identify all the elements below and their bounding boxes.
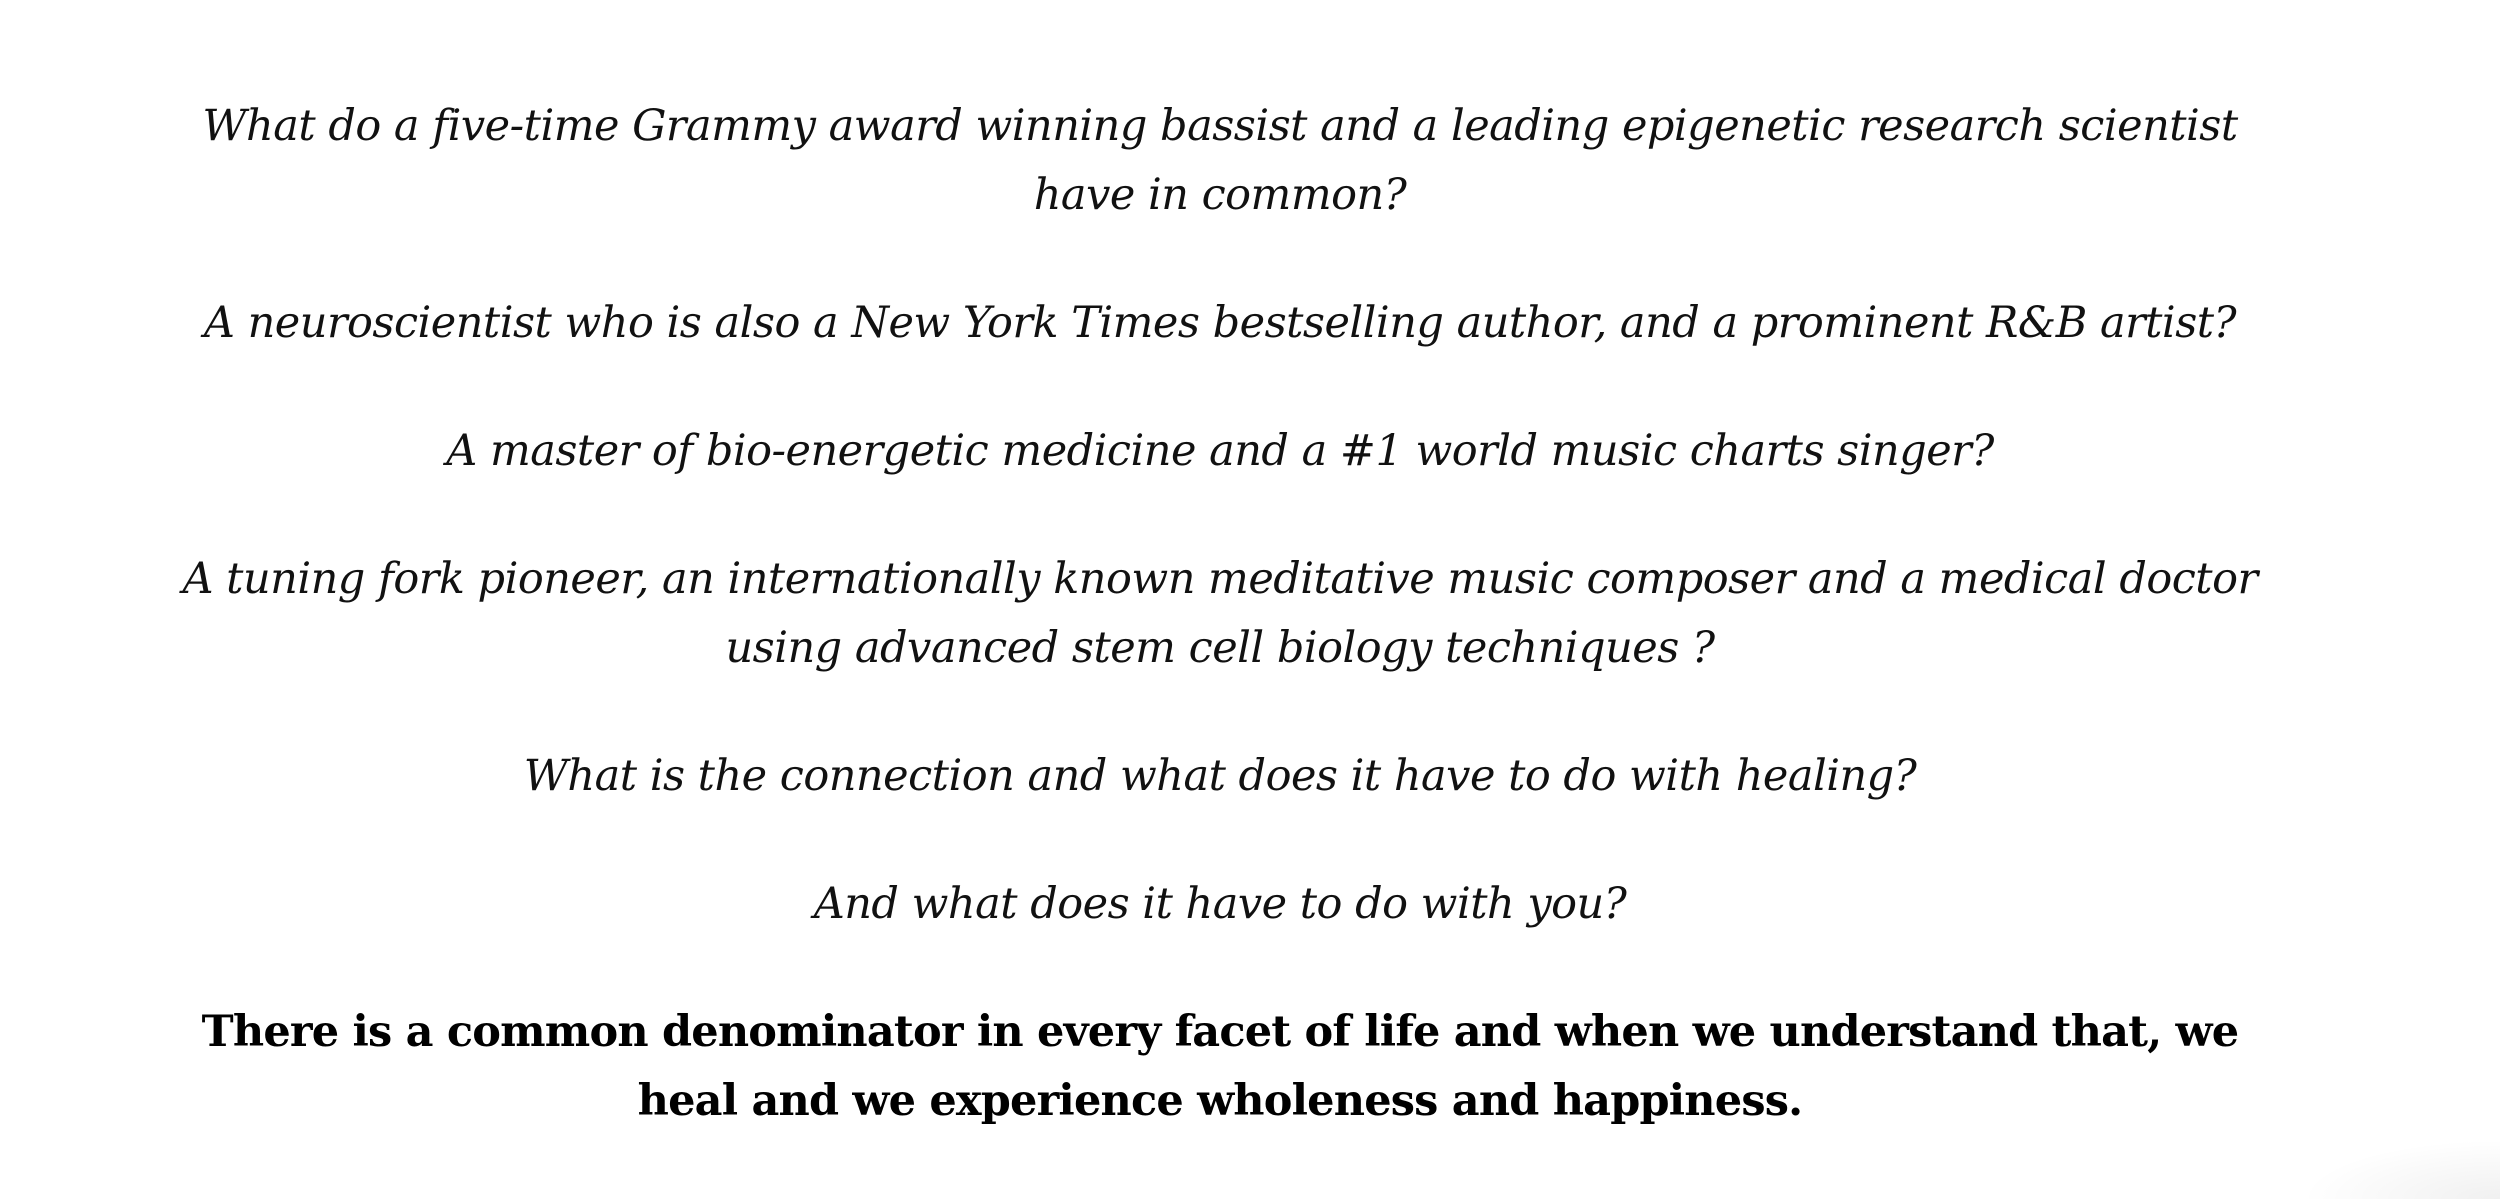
question-paragraph: What do a five-time Grammy award winning bassist and a leading epigenetic research scientist have in common? <box>202 101 2238 220</box>
question-paragraph: A master of bio-energetic medicine and a #1 world music charts singer? <box>446 426 1994 476</box>
intro-text-block <box>180 92 2260 1136</box>
question-paragraph: A neuroscientist who is also a New York Times bestselling author, and a prominent R&B artist? <box>203 298 2237 348</box>
corner-shadow <box>2300 1139 2500 1199</box>
question-paragraph: What is the connection and what does it have to do with healing? <box>523 751 1917 801</box>
question-paragraph: And what does it have to do with you? <box>813 879 1627 929</box>
key-statement: There is a common denominator in every facet of life and when we understand that, we heal and we experience wholeness and happiness. <box>201 1007 2239 1126</box>
question-paragraph: A tuning fork pioneer, an internationally known meditative music composer and a medical doctor using advanced stem cell biology techniques ? <box>182 554 2258 673</box>
